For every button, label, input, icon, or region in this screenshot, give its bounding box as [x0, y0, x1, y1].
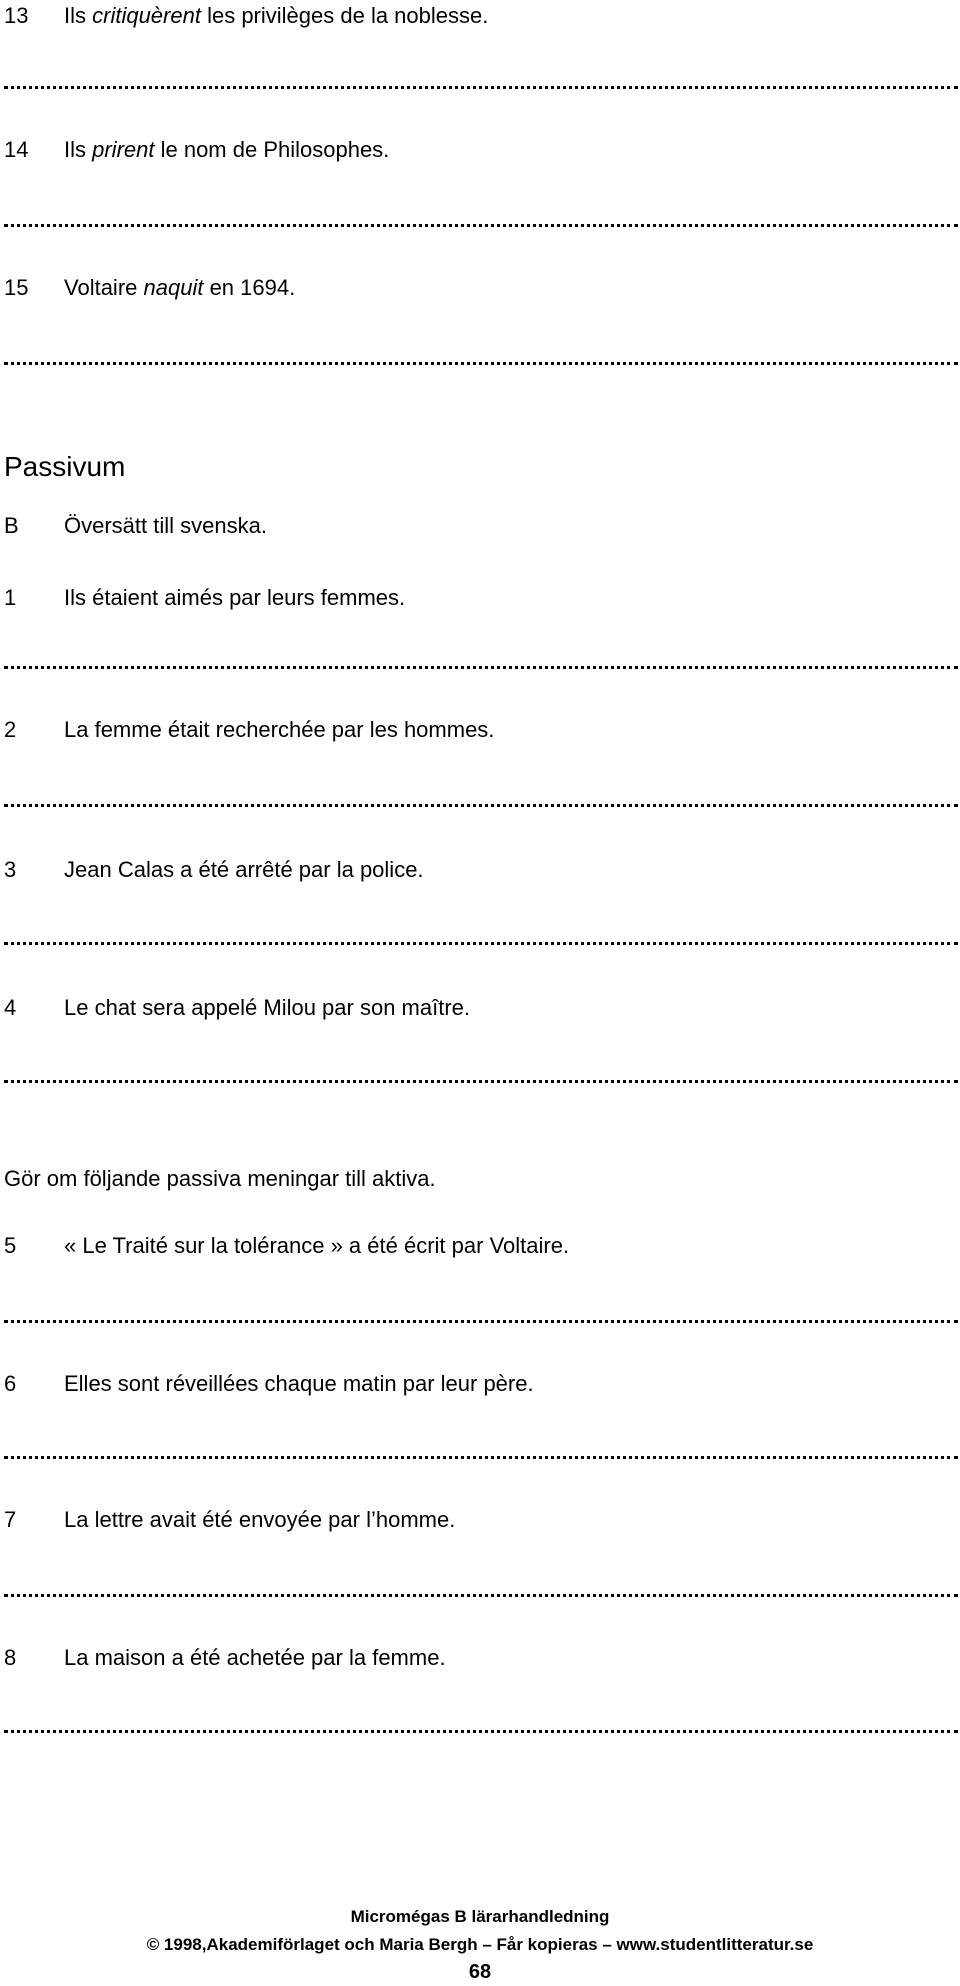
item-number: 1 — [4, 585, 17, 610]
part-letter: B — [4, 513, 19, 538]
item-number: 15 — [4, 275, 29, 300]
item-verb: prirent — [92, 137, 155, 162]
item-number: 3 — [4, 857, 17, 882]
item-number: 5 — [4, 1233, 17, 1258]
item-sentence: Ils prirent le nom de Philosophes. — [64, 137, 390, 162]
item-sentence: La lettre avait été envoyée par l’homme. — [64, 1507, 456, 1532]
part-instruction-text: Gör om följande passiva meningar till aktiva. — [4, 1166, 436, 1191]
item-sentence: La maison a été achetée par la femme. — [64, 1645, 446, 1670]
answer-line[interactable] — [4, 86, 958, 89]
answer-line[interactable] — [4, 1080, 958, 1083]
footer-title: Micromégas B lärarhandledning — [350, 1907, 610, 1926]
item-verb: critiquèrent — [92, 3, 201, 28]
part-instruction-text: Översätt till svenska. — [64, 513, 267, 538]
answer-line[interactable] — [4, 666, 958, 669]
item-sentence: « Le Traité sur la tolérance » a été écrit par Voltaire. — [64, 1233, 570, 1258]
item-number: 13 — [4, 3, 29, 28]
answer-line[interactable] — [4, 1730, 958, 1733]
item-sentence: Le chat sera appelé Milou par son maître. — [64, 995, 471, 1020]
item-number: 6 — [4, 1371, 17, 1396]
answer-line[interactable] — [4, 1456, 958, 1459]
answer-line[interactable] — [4, 1594, 958, 1597]
answer-line[interactable] — [4, 224, 958, 227]
answer-line[interactable] — [4, 1320, 958, 1323]
item-sentence: Ils étaient aimés par leurs femmes. — [64, 585, 406, 610]
item-number: 14 — [4, 137, 29, 162]
answer-line[interactable] — [4, 942, 958, 945]
footer-copyright: © 1998,Akademiförlaget och Maria Bergh – Får kopieras – www.studentlitteratur.se — [146, 1935, 814, 1954]
item-verb: naquit — [143, 275, 204, 300]
item-sentence: Jean Calas a été arrêté par la police. — [64, 857, 424, 882]
item-number: 8 — [4, 1645, 17, 1670]
item-number: 4 — [4, 995, 17, 1020]
item-sentence: Voltaire naquit en 1694. — [64, 275, 296, 300]
item-number: 2 — [4, 717, 17, 742]
item-sentence: La femme était recherchée par les hommes. — [64, 717, 495, 742]
item-number: 7 — [4, 1507, 17, 1532]
answer-line[interactable] — [4, 804, 958, 807]
section-heading: Passivum — [4, 451, 126, 482]
answer-line[interactable] — [4, 362, 958, 365]
item-sentence: Elles sont réveillées chaque matin par leur père. — [64, 1371, 534, 1396]
item-sentence: Ils critiquèrent les privilèges de la noblesse. — [64, 3, 489, 28]
page-number: 68 — [468, 1961, 492, 1983]
